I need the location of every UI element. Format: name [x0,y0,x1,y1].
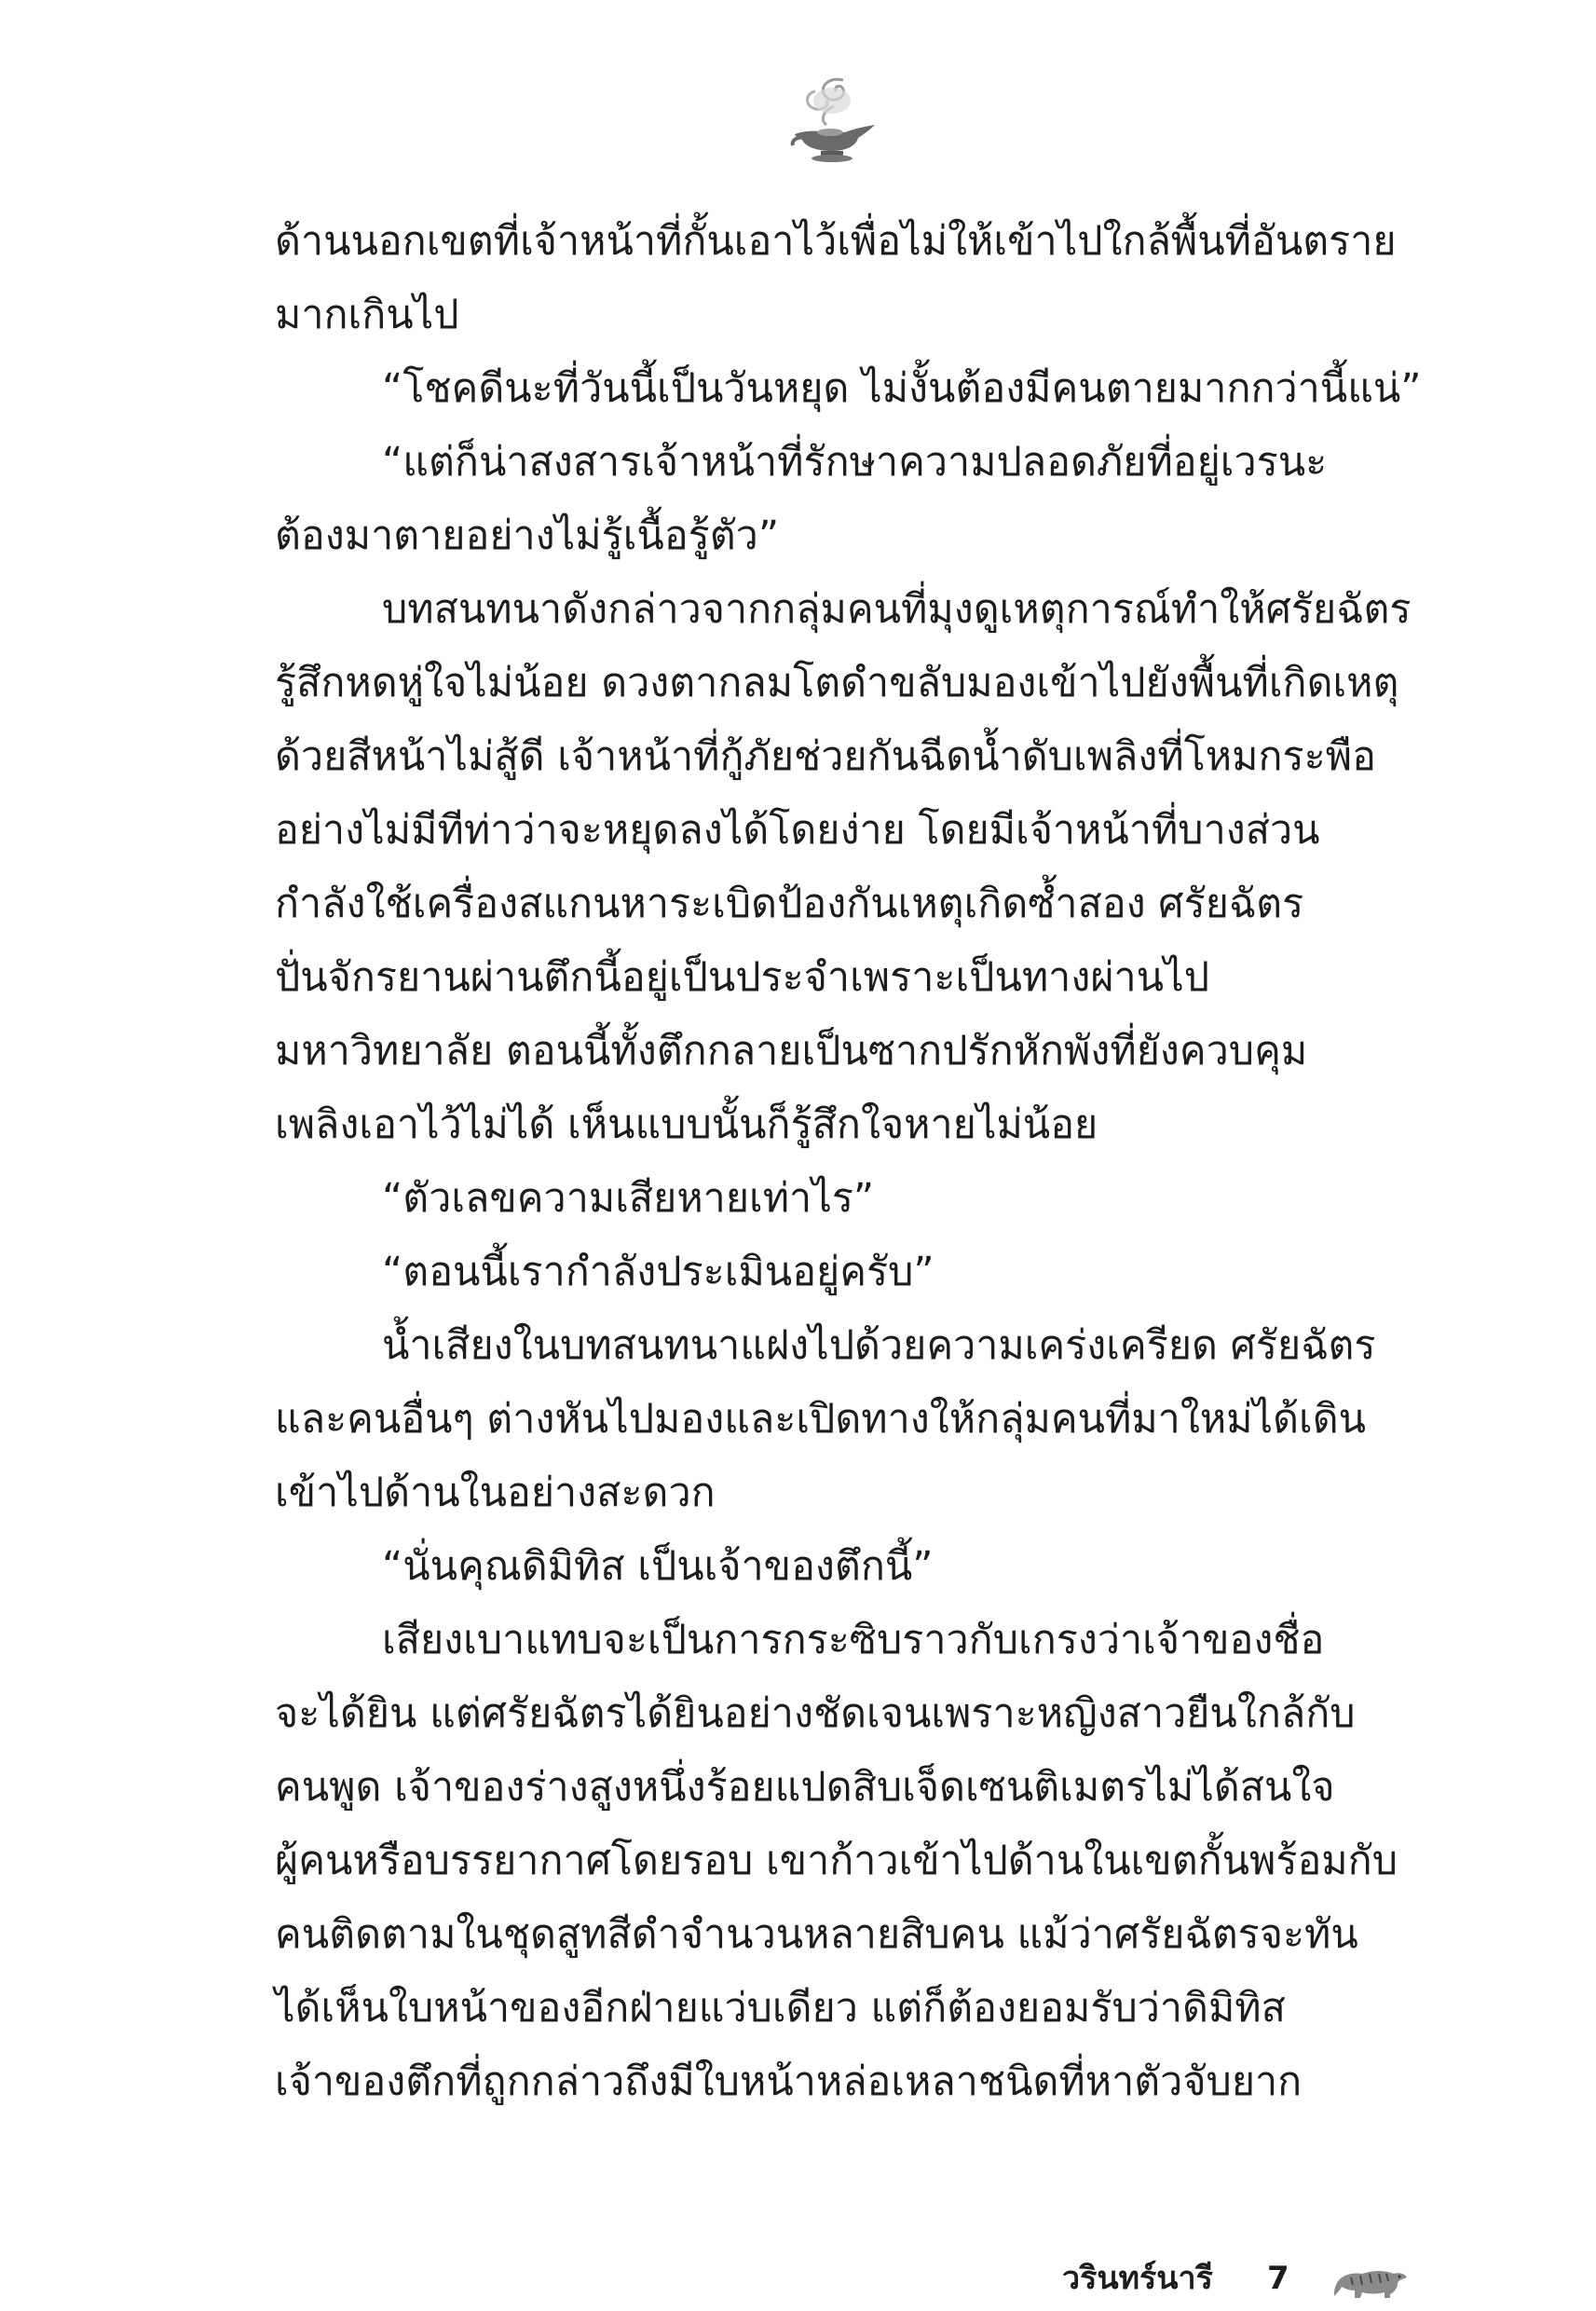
text-line: ได้เห็นใบหน้าของอีกฝ่ายแว่บเดียว แต่ก็ต้องยอมรับว่าดิมิทิส [275,1985,1286,2031]
text-line: มหาวิทยาลัย ตอนนี้ทั้งตึกกลายเป็นซากปรักหักพังที่ยังควบคุม [275,1028,1308,1074]
text-line: “ตอนนี้เรากำลังประเมินอยู่ครับ” [382,1249,934,1295]
book-title: วรินทร์นารี [1062,2260,1213,2297]
genie-lamp-icon [778,73,890,166]
text-line: ด้วยสีหน้าไม่สู้ดี เจ้าหน้าที่กู้ภัยช่วยกันฉีดน้ำดับเพลิงที่โหมกระพือ [275,733,1376,780]
text-line: มากเกินไป [275,292,459,338]
text-line: ผู้คนหรือบรรยากาศโดยรอบ เขาก้าวเข้าไปด้านในเขตกั้นพร้อมกับ [275,1838,1398,1884]
text-line: และคนอื่นๆ ต่างหันไปมองและเปิดทางให้กลุ่มคนที่มาใหม่ได้เดิน [275,1396,1367,1443]
text-line: คนติดตามในชุดสูทสีดำจำนวนหลายสิบคน แม้ว่าศรัยฉัตรจะทัน [275,1911,1358,1958]
text-line: “ตัวเลขความเสียหายเท่าไร” [382,1175,875,1222]
page-footer [0,2255,1596,2311]
text-line: กำลังใช้เครื่องสแกนหาระเบิดป้องกันเหตุเกิดซ้ำสอง ศรัยฉัตร [275,881,1304,927]
tiger-logo-icon [1332,2263,1409,2300]
page-number: 7 [1267,2260,1289,2297]
text-line: “โชคดีนะที่วันนี้เป็นวันหยุด ไม่งั้นต้องมีคนตายมากกว่านี้แน่” [382,365,1422,412]
text-line: ด้านนอกเขตที่เจ้าหน้าที่กั้นเอาไว้เพื่อไม่ให้เข้าไปใกล้พื้นที่อันตราย [275,218,1397,265]
body-text [275,205,1422,2119]
text-line: เสียงเบาแทบจะเป็นการกระซิบราวกับเกรงว่าเจ้าของชื่อ [382,1617,1325,1663]
text-line: บทสนทนาดังกล่าวจากกลุ่มคนที่มุงดูเหตุการณ์ทำให้ศรัยฉัตร [382,586,1412,633]
text-line: “นั่นคุณดิมิทิส เป็นเจ้าของตึกนี้” [382,1543,934,1590]
text-line: อย่างไม่มีทีท่าว่าจะหยุดลงได้โดยง่าย โดยมีเจ้าหน้าที่บางส่วน [275,807,1320,854]
text-line: ต้องมาตายอย่างไม่รู้เนื้อรู้ตัว” [275,513,780,559]
text-line: เพลิงเอาไว้ไม่ได้ เห็นแบบนั้นก็รู้สึกใจหายไม่น้อย [275,1101,1098,1148]
text-line: “แต่ก็น่าสงสารเจ้าหน้าที่รักษาความปลอดภัยที่อยู่เวรนะ [382,439,1328,485]
text-line: รู้สึกหดหู่ใจไม่น้อย ดวงตากลมโตดำขลับมองเข้าไปยังพื้นที่เกิดเหตุ [275,660,1399,706]
text-line: เจ้าของตึกที่ถูกกล่าวถึงมีใบหน้าหล่อเหลาชนิดที่หาตัวจับยาก [275,2058,1303,2105]
text-line: ปั่นจักรยานผ่านตึกนี้อยู่เป็นประจำเพราะเป็นทางผ่านไป [275,954,1209,1001]
text-line: จะได้ยิน แต่ศรัยฉัตรได้ยินอย่างชัดเจนเพราะหญิงสาวยืนใกล้กับ [275,1690,1356,1737]
text-line: คนพูด เจ้าของร่างสูงหนึ่งร้อยแปดสิบเจ็ดเซนติเมตรไม่ได้สนใจ [275,1764,1335,1811]
text-line: น้ำเสียงในบทสนทนาแฝงไปด้วยความเคร่งเครียด ศรัยฉัตร [382,1322,1376,1369]
text-line: เข้าไปด้านในอย่างสะดวก [275,1470,716,1516]
